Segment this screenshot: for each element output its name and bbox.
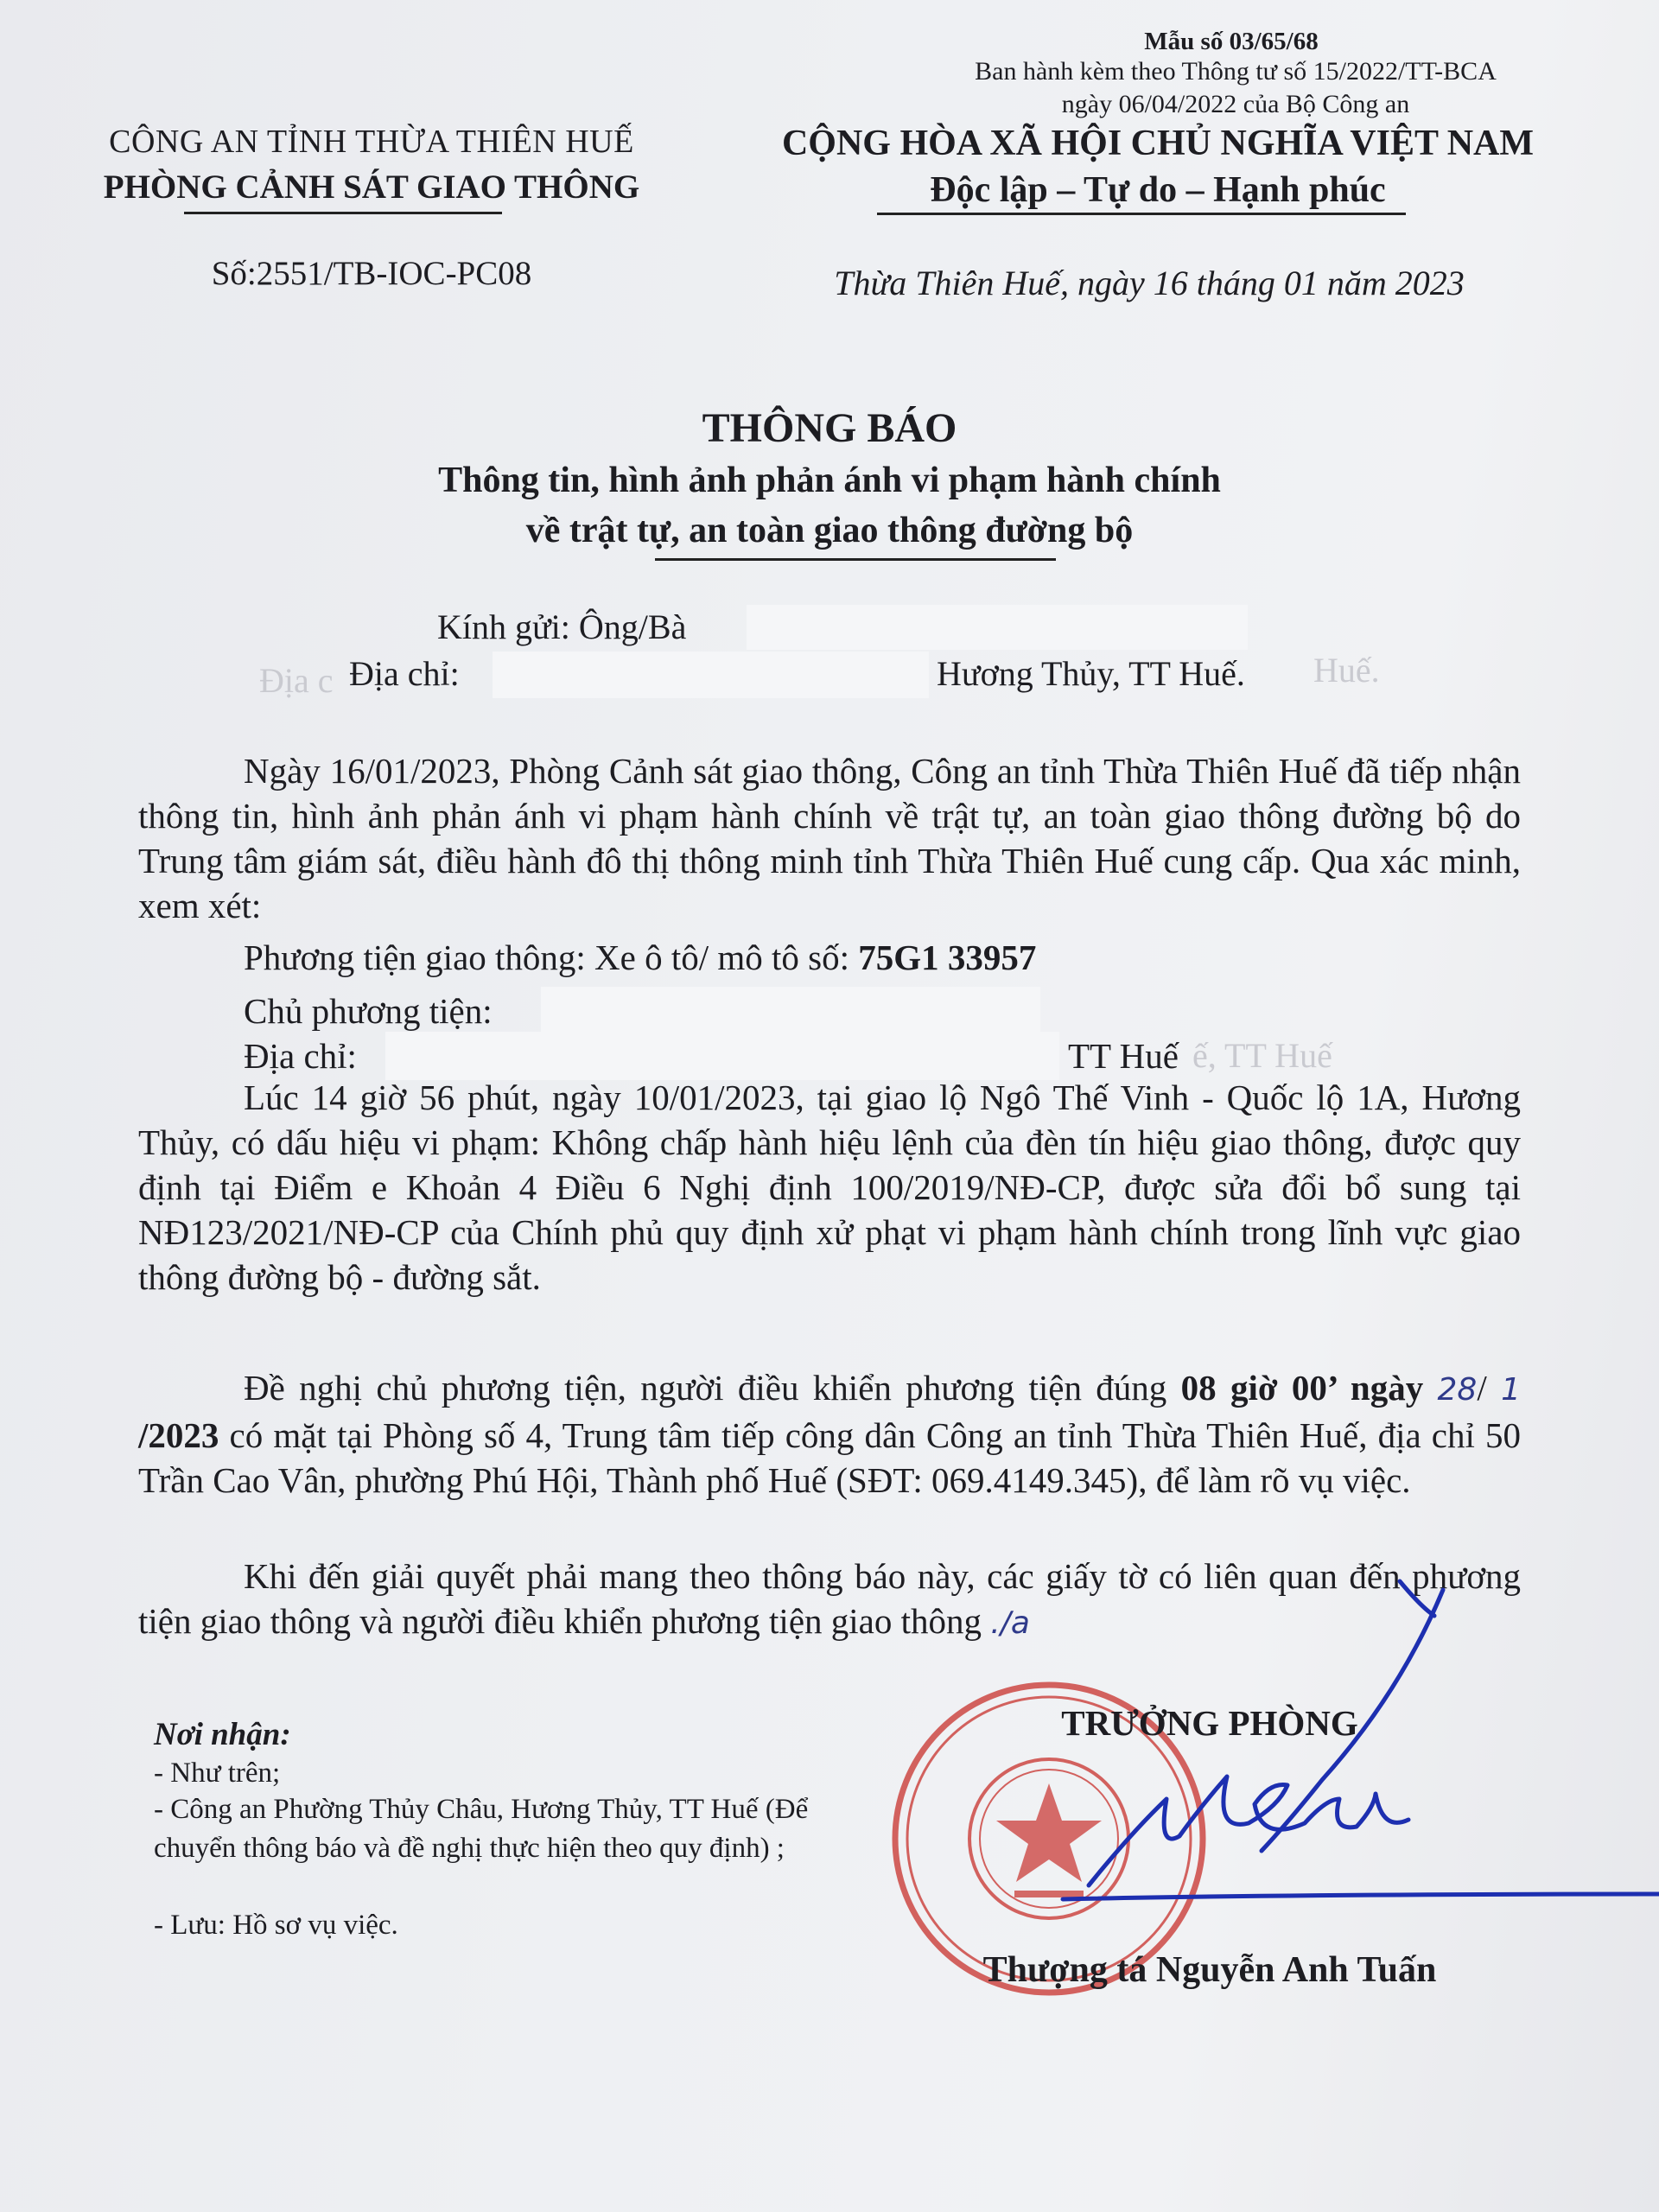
recipient-label: Kính gửi: Ông/Bà bbox=[437, 607, 687, 646]
form-number: Mẫu số 03/65/68 bbox=[1144, 28, 1319, 55]
recipient-item: - Như trên; bbox=[154, 1758, 281, 1789]
notice-subtitle-line2: về trật tự, an toàn giao thông đường bộ bbox=[525, 511, 1134, 550]
notice-title: THÔNG BÁO bbox=[702, 405, 957, 451]
appointment-intro: Đề nghị chủ phương tiện, người điều khiển phương tiện đúng bbox=[244, 1368, 1181, 1408]
agency-underline bbox=[184, 212, 502, 214]
paragraph-violation: Lúc 14 giờ 56 phút, ngày 10/01/2023, tại giao lộ Ngô Thế Vinh - Quốc lộ 1A, Hương Thủy, có dấu hiệu vi phạm: Không chấp hành hiệu lệnh của đèn tín hiệu giao thông, được quy định tại Điểm e Khoản 4 Điều 6 Nghị định 100/2019/NĐ-CP, được sửa đổi bổ sung tại NĐ123/2021/NĐ-CP của Chính phủ quy định xử phạt vi phạm hành chính trong lĩnh vực giao thông đường bộ - đường sắt. bbox=[138, 1077, 1521, 1297]
owner-address-value: TT Huế bbox=[1068, 1036, 1179, 1076]
documents-text: Khi đến giải quyết phải mang theo thông báo này, các giấy tờ có liên quan đến phương tiện giao thông và người điều khiển phương tiện giao thông bbox=[138, 1556, 1521, 1641]
bleed-through-text: Huế. bbox=[1313, 651, 1380, 690]
redacted-owner-address bbox=[385, 1032, 1059, 1080]
vehicle-plate: 75G1 33957 bbox=[858, 938, 1037, 977]
handwritten-mark: ./a bbox=[990, 1605, 1030, 1641]
recipients-title: Nơi nhận: bbox=[154, 1717, 291, 1752]
redacted-recipient-address bbox=[493, 652, 929, 698]
redacted-owner-name bbox=[541, 987, 1040, 1035]
bleed-through-text: ế, TT Huế bbox=[1192, 1036, 1332, 1075]
owner-address-label: Địa chỉ: bbox=[244, 1036, 357, 1076]
signer-name: Thượng tá Nguyễn Anh Tuấn bbox=[982, 1950, 1437, 1990]
motto-underline bbox=[877, 213, 1406, 215]
agency-name: PHÒNG CẢNH SÁT GIAO THÔNG bbox=[103, 168, 640, 206]
signer-title: TRƯỞNG PHÒNG bbox=[1061, 1703, 1358, 1743]
owner-label: Chủ phương tiện: bbox=[244, 991, 493, 1031]
nation-motto: Độc lập – Tự do – Hạnh phúc bbox=[930, 170, 1386, 210]
document-number: Số:2551/TB-IOC-PC08 bbox=[211, 255, 532, 292]
handwritten-day: 28 bbox=[1437, 1372, 1478, 1408]
agency-parent: CÔNG AN TỈNH THỪA THIÊN HUẾ bbox=[109, 124, 634, 160]
place-date: Thừa Thiên Huế, ngày 16 tháng 01 năm 2023 bbox=[834, 264, 1465, 302]
vehicle-line bbox=[244, 937, 1036, 978]
form-reference-line1: Ban hành kèm theo Thông tư số 15/2022/TT-BCA bbox=[975, 57, 1497, 86]
appointment-time: 08 giờ 00’ ngày bbox=[1180, 1368, 1424, 1408]
recipient-item: - Lưu: Hồ sơ vụ việc. bbox=[154, 1910, 398, 1941]
vehicle-label: Phương tiện giao thông: Xe ô tô/ mô tô số: bbox=[244, 938, 859, 977]
paragraph-appointment bbox=[138, 1365, 1521, 1503]
redacted-recipient-name bbox=[747, 605, 1248, 650]
bleed-through-text: Địa c bbox=[259, 661, 334, 700]
nation-title: CỘNG HÒA XÃ HỘI CHỦ NGHĨA VIỆT NAM bbox=[781, 124, 1535, 163]
handwritten-signature bbox=[1028, 1573, 1659, 1944]
recipient-address-value: Hương Thủy, TT Huế. bbox=[937, 654, 1245, 693]
appointment-details: có mặt tại Phòng số 4, Trung tâm tiếp công dân Công an tỉnh Thừa Thiên Huế, địa chỉ 50 Trần Cao Vân, phường Phú Hội, Thành phố Huế (SĐT: 069.4149.345), để làm rõ vụ việc. bbox=[138, 1415, 1521, 1500]
recipient-address-label: Địa chỉ: bbox=[349, 654, 460, 693]
handwritten-month: 1 bbox=[1501, 1372, 1521, 1408]
appointment-year: /2023 bbox=[138, 1415, 219, 1455]
notice-subtitle-line1: Thông tin, hình ảnh phản ánh vi phạm hành chính bbox=[438, 461, 1221, 500]
recipient-item: - Công an Phường Thủy Châu, Hương Thủy, TT Huế (Để chuyển thông báo và đề nghị thực hiện theo quy định) ; bbox=[154, 1794, 809, 1864]
paragraph-intro: Ngày 16/01/2023, Phòng Cảnh sát giao thông, Công an tỉnh Thừa Thiên Huế đã tiếp nhận thông tin, hình ảnh phản ánh vi phạm hành chính về trật tự, an toàn giao thông đường bộ do Trung tâm giám sát, điều hành đô thị thông minh tỉnh Thừa Thiên Huế cung cấp. Qua xác minh, xem xét: bbox=[138, 751, 1521, 925]
form-reference-line2: ngày 06/04/2022 của Bộ Công an bbox=[1061, 90, 1410, 118]
title-underline bbox=[655, 558, 1056, 561]
date-separator: / bbox=[1477, 1368, 1487, 1408]
